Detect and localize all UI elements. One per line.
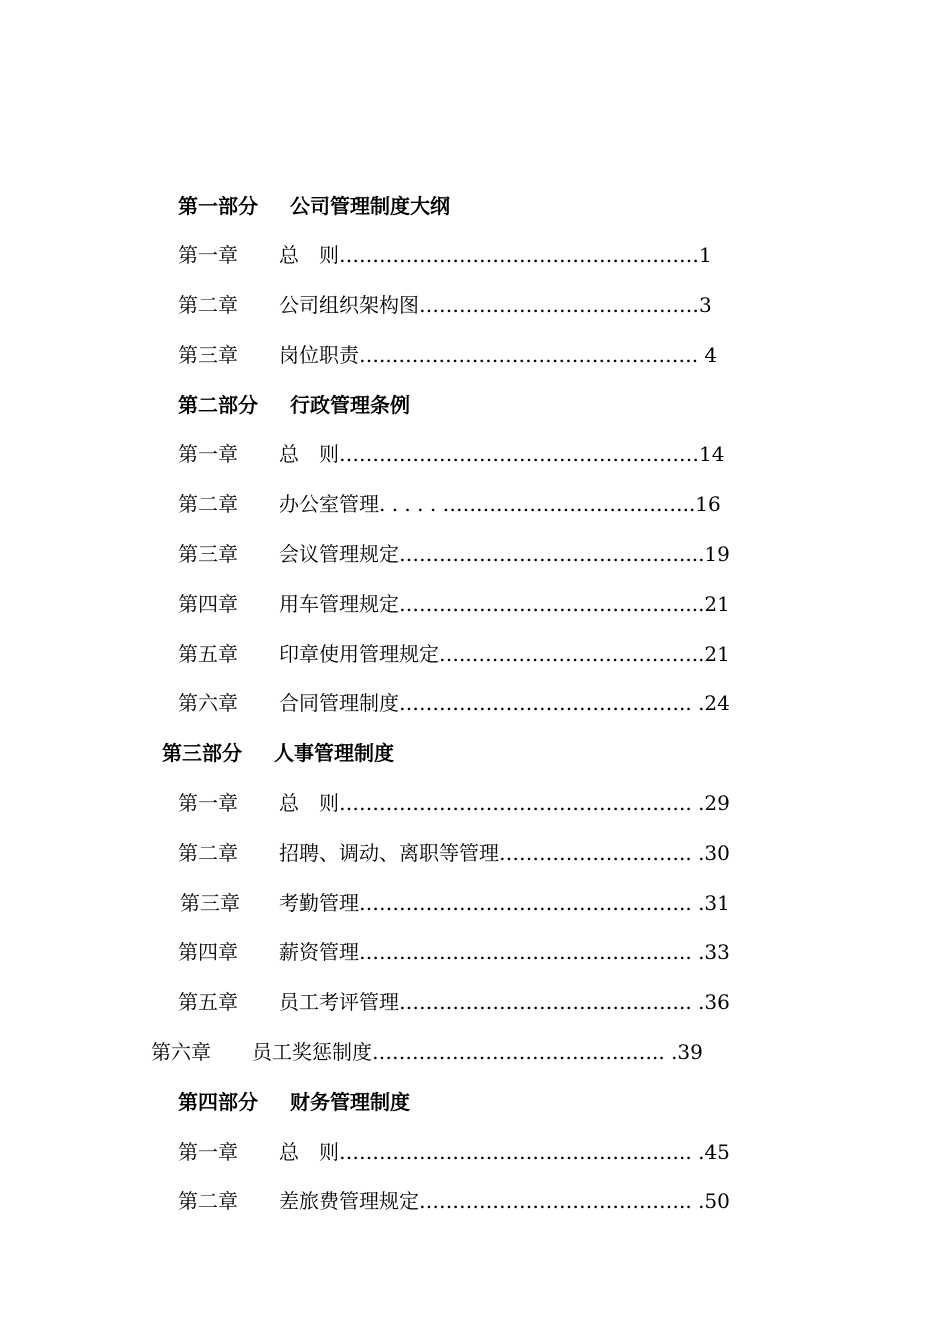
chapter-number: 第二章 <box>178 492 238 516</box>
part-heading <box>178 392 410 418</box>
toc-entry <box>178 690 730 716</box>
chapter-number: 第五章 <box>178 990 238 1014</box>
leader-dots: …………………………………… <box>419 293 699 317</box>
leader-dots: ……………………… <box>499 841 679 865</box>
toc-entry <box>178 342 717 368</box>
chapter-number: 第二章 <box>178 293 238 317</box>
chapter-number: 第一章 <box>178 791 238 815</box>
chapter-number: 第四章 <box>178 592 238 616</box>
page-number: .. .39 <box>652 1040 703 1064</box>
part-number: 第一部分 <box>178 194 258 218</box>
chapter-title: 岗位职责 <box>279 343 359 367</box>
page-number: .. .24 <box>679 691 730 715</box>
chapter-number: 第二章 <box>178 841 238 865</box>
toc-entry <box>178 541 730 567</box>
chapter-title: 员工考评管理 <box>279 990 399 1014</box>
part-heading <box>162 740 394 766</box>
part-number: 第三部分 <box>162 741 242 765</box>
page-number: 1 <box>699 243 712 267</box>
chapter-number: 第五章 <box>178 642 238 666</box>
page-number: ....19 <box>679 542 730 566</box>
part-title: 人事管理制度 <box>274 741 394 765</box>
page-number: .. .50 <box>679 1189 730 1213</box>
toc-entry <box>178 989 730 1015</box>
leader-dots: ………………………………… <box>419 1189 679 1213</box>
page-number: .. .31 <box>679 891 730 915</box>
leader-dots: . . . . . ………………………………. <box>379 492 689 516</box>
page-number: ..21 <box>691 642 730 666</box>
toc-entry <box>178 242 712 268</box>
toc-entry <box>180 890 730 916</box>
toc-entry <box>178 491 721 517</box>
chapter-title: 总 则 <box>279 1140 339 1164</box>
chapter-title: 员工奖惩制度 <box>252 1040 372 1064</box>
page-number: .. .33 <box>679 940 730 964</box>
toc-entry <box>178 939 730 965</box>
page-number: .. .29 <box>679 791 730 815</box>
chapter-title: 总 则 <box>279 442 339 466</box>
chapter-title: 考勤管理 <box>279 891 359 915</box>
leader-dots: …………………………………………… <box>339 1140 679 1164</box>
part-number: 第二部分 <box>178 393 258 417</box>
leader-dots: …………………………………… <box>372 1040 652 1064</box>
chapter-number: 第二章 <box>178 1189 238 1213</box>
part-title: 公司管理制度大纲 <box>290 194 450 218</box>
part-title: 财务管理制度 <box>290 1090 410 1114</box>
toc-entry <box>178 1139 730 1165</box>
page-number: 3 <box>699 293 712 317</box>
toc-entry <box>178 591 730 617</box>
chapter-title: 印章使用管理规定 <box>279 642 439 666</box>
chapter-title: 合同管理制度 <box>279 691 399 715</box>
leader-dots: …..……………………………………… <box>359 343 692 367</box>
chapter-title: 招聘、调动、离职等管理 <box>279 841 499 865</box>
leader-dots: ……………………………………………… <box>339 243 699 267</box>
part-heading <box>178 1089 410 1115</box>
toc-entry <box>178 840 730 866</box>
chapter-title: 薪资管理 <box>279 940 359 964</box>
page-number: .. .36 <box>679 990 730 1014</box>
leader-dots: …..…………………………… <box>439 642 692 666</box>
page-number: .. .45 <box>679 1140 730 1164</box>
toc-entry <box>178 1188 730 1214</box>
toc-entry <box>178 441 724 467</box>
part-number: 第四部分 <box>178 1090 258 1114</box>
leader-dots: ……………………………………………… <box>339 442 699 466</box>
chapter-title: 总 则 <box>279 791 339 815</box>
chapter-number: 第三章 <box>178 343 238 367</box>
toc-entry <box>178 790 730 816</box>
chapter-number: 第一章 <box>178 442 238 466</box>
leader-dots: …………………………………………… <box>339 791 679 815</box>
part-title: 行政管理条例 <box>290 393 410 417</box>
page-number: 14 <box>699 442 725 466</box>
chapter-number: 第一章 <box>178 1140 238 1164</box>
chapter-number: 第六章 <box>151 1040 211 1064</box>
leader-dots: …………………………………… <box>399 691 679 715</box>
leader-dots: …………………………………… <box>399 990 679 1014</box>
chapter-title: 差旅费管理规定 <box>279 1189 419 1213</box>
chapter-number: 第六章 <box>178 691 238 715</box>
leader-dots: …………………………………… <box>399 542 679 566</box>
page-number: .. .30 <box>679 841 730 865</box>
chapter-title: 会议管理规定 <box>279 542 399 566</box>
chapter-number: 第一章 <box>178 243 238 267</box>
chapter-title: 总 则 <box>279 243 339 267</box>
toc-entry <box>178 641 730 667</box>
leader-dots: ………………………………………… <box>359 891 679 915</box>
part-heading <box>178 193 450 219</box>
toc-entry <box>151 1039 703 1065</box>
chapter-title: 用车管理规定 <box>279 592 399 616</box>
page-number: .16 <box>688 492 721 516</box>
page-number: . 4 <box>691 343 718 367</box>
chapter-title: 公司组织架构图 <box>279 293 419 317</box>
chapter-number: 第三章 <box>180 891 240 915</box>
leader-dots: ………………………………………… <box>359 940 679 964</box>
leader-dots: …………………………………… <box>399 592 679 616</box>
chapter-number: 第四章 <box>178 940 238 964</box>
page-number: ....21 <box>679 592 730 616</box>
chapter-title: 办公室管理 <box>279 492 379 516</box>
toc-entry <box>178 292 712 318</box>
chapter-number: 第三章 <box>178 542 238 566</box>
